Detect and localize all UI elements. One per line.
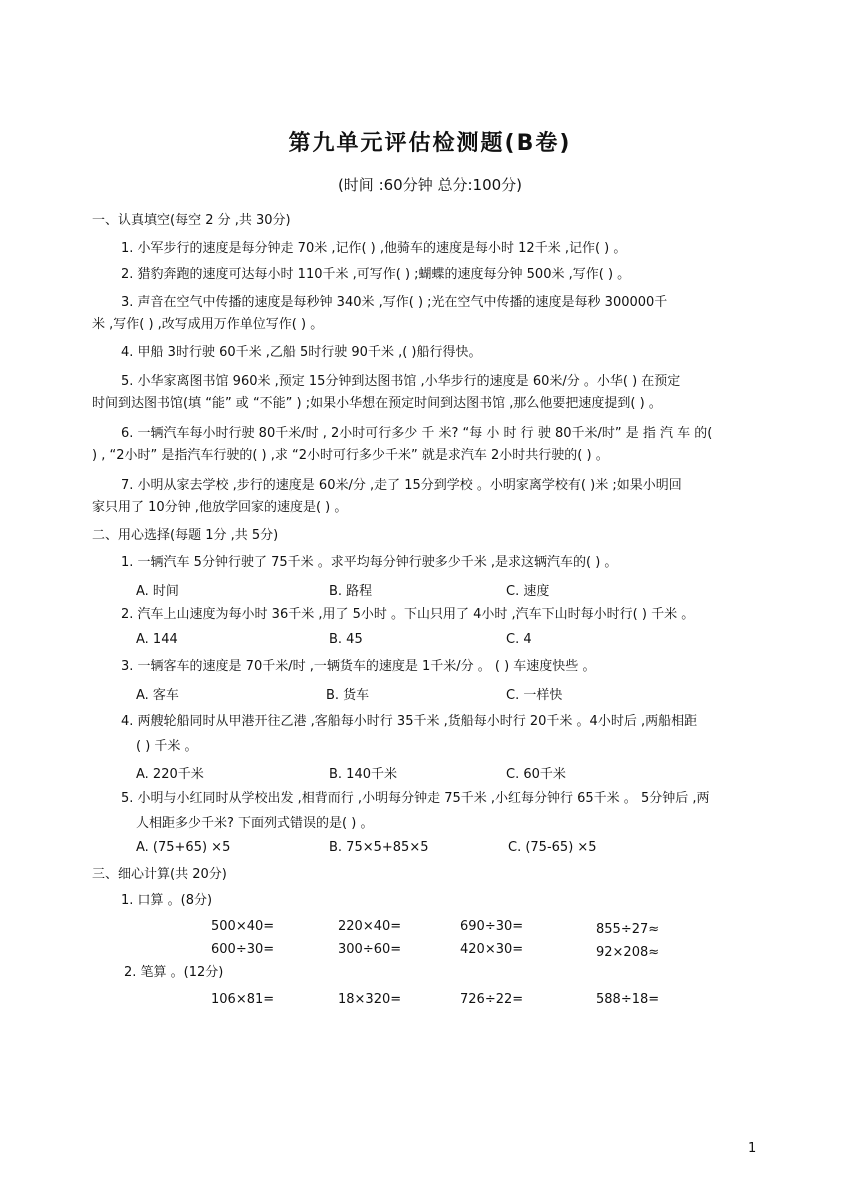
s2-question-5-line1: 5. 小明与小红同时从学校出发 ,相背而行 ,小明每分钟走 75千米 ,小红每分钟行 65千米 。 5分钟后 ,两 <box>121 791 710 806</box>
s2-q5-option-a: A. (75+65) ×5 <box>136 840 231 855</box>
s2-q4-option-b: B. 140千米 <box>329 767 397 782</box>
s2-q3-option-b: B. 货车 <box>326 688 370 703</box>
s2-question-1: 1. 一辆汽车 5分钟行驶了 75千米 。求平均每分钟行驶多少千米 ,是求这辆汽车的( ) 。 <box>121 555 618 570</box>
s2-q5-option-b: B. 75×5+85×5 <box>329 840 429 855</box>
s1-question-6-line2: ) , “2小时” 是指汽车行驶的( ) ,求 “2小时可行多少千米” 就是求汽车 2小时共行驶的( ) 。 <box>92 448 609 463</box>
s2-q2-option-a: A. 144 <box>136 632 178 647</box>
s2-q5-option-c: C. (75-65) ×5 <box>508 840 597 855</box>
written-item: 588÷18= <box>596 992 660 1007</box>
s1-question-7-line2: 家只用了 10分钟 ,他放学回家的速度是( ) 。 <box>92 500 348 515</box>
s2-q4-option-c: C. 60千米 <box>506 767 566 782</box>
written-item: 726÷22= <box>460 992 524 1007</box>
s1-question-5-line1: 5. 小华家离图书馆 960米 ,预定 15分钟到达图书馆 ,小华步行的速度是 60米/分 。小华( ) 在预定 <box>121 374 681 389</box>
s2-question-5-line2: 人相距多少千米? 下面列式错误的是( ) 。 <box>136 816 374 831</box>
oral-item: 420×30= <box>460 942 524 957</box>
s2-question-4-line2: ( ) 千米 。 <box>136 739 198 754</box>
s2-q3-option-c: C. 一样快 <box>506 688 563 703</box>
page-title: 第九单元评估检测题(B卷) <box>288 131 572 156</box>
s2-q4-option-a: A. 220千米 <box>136 767 204 782</box>
s1-question-2: 2. 猎豹奔跑的速度可达每小时 110千米 ,可写作( ) ;蝴蝶的速度每分钟 500米 ,写作( ) 。 <box>121 267 631 282</box>
oral-item: 690÷30= <box>460 919 524 934</box>
oral-item: 220×40= <box>338 919 402 934</box>
page-subtitle: (时间 :60分钟 总分:100分) <box>337 176 523 194</box>
written-item: 18×320= <box>338 992 402 1007</box>
s3-written-heading: 2. 笔算 。(12分) <box>124 965 224 980</box>
s2-q2-option-c: C. 4 <box>506 632 532 647</box>
s1-question-4: 4. 甲船 3时行驶 60千米 ,乙船 5时行驶 90千米 ,( )船行得快。 <box>121 345 482 360</box>
oral-item: 855÷27≈ <box>596 922 660 937</box>
s1-question-7-line1: 7. 小明从家去学校 ,步行的速度是 60米/分 ,走了 15分到学校 。小明家离学校有( )米 ;如果小明回 <box>121 478 682 493</box>
section1-heading: 一、认真填空(每空 2 分 ,共 30分) <box>92 213 291 228</box>
s3-oral-heading: 1. 口算 。(8分) <box>121 893 213 908</box>
oral-item: 500×40= <box>211 919 275 934</box>
s2-q2-option-b: B. 45 <box>329 632 363 647</box>
written-item: 106×81= <box>211 992 275 1007</box>
section2-heading: 二、用心选择(每题 1分 ,共 5分) <box>92 528 279 543</box>
s2-question-2: 2. 汽车上山速度为每小时 36千米 ,用了 5小时 。下山只用了 4小时 ,汽车下山时每小时行( ) 千米 。 <box>121 607 695 622</box>
s2-question-3: 3. 一辆客车的速度是 70千米/时 ,一辆货车的速度是 1千米/分 。 ( ) 车速度快些 。 <box>121 659 596 674</box>
s2-q1-option-b: B. 路程 <box>329 584 373 599</box>
oral-item: 300÷60= <box>338 942 402 957</box>
s1-question-1: 1. 小军步行的速度是每分钟走 70米 ,记作( ) ,他骑车的速度是每小时 12千米 ,记作( ) 。 <box>121 241 627 256</box>
s1-question-6-line1: 6. 一辆汽车每小时行驶 80千米/时 , 2小时可行多少 千 米? “每 小 时 行 驶 80千米/时” 是 指 汽 车 的( <box>121 426 713 441</box>
page-number: 1 <box>748 1141 757 1156</box>
oral-item: 92×208≈ <box>596 945 660 960</box>
s2-q1-option-c: C. 速度 <box>506 584 550 599</box>
s1-question-3-line2: 米 ,写作( ) ,改写成用万作单位写作( ) 。 <box>92 317 324 332</box>
s1-question-5-line2: 时间到达图书馆(填 “能” 或 “不能” ) ;如果小华想在预定时间到达图书馆 ,那么他要把速度提到( ) 。 <box>92 396 662 411</box>
section3-heading: 三、细心计算(共 20分) <box>92 867 227 882</box>
oral-item: 600÷30= <box>211 942 275 957</box>
s2-question-4-line1: 4. 两艘轮船同时从甲港开往乙港 ,客船每小时行 35千米 ,货船每小时行 20千米 。4小时后 ,两船相距 <box>121 714 698 729</box>
s2-q3-option-a: A. 客车 <box>136 688 179 703</box>
s2-q1-option-a: A. 时间 <box>136 584 179 599</box>
s1-question-3-line1: 3. 声音在空气中传播的速度是每秒钟 340米 ,写作( ) ;光在空气中传播的速度是每秒 300000千 <box>121 295 668 310</box>
